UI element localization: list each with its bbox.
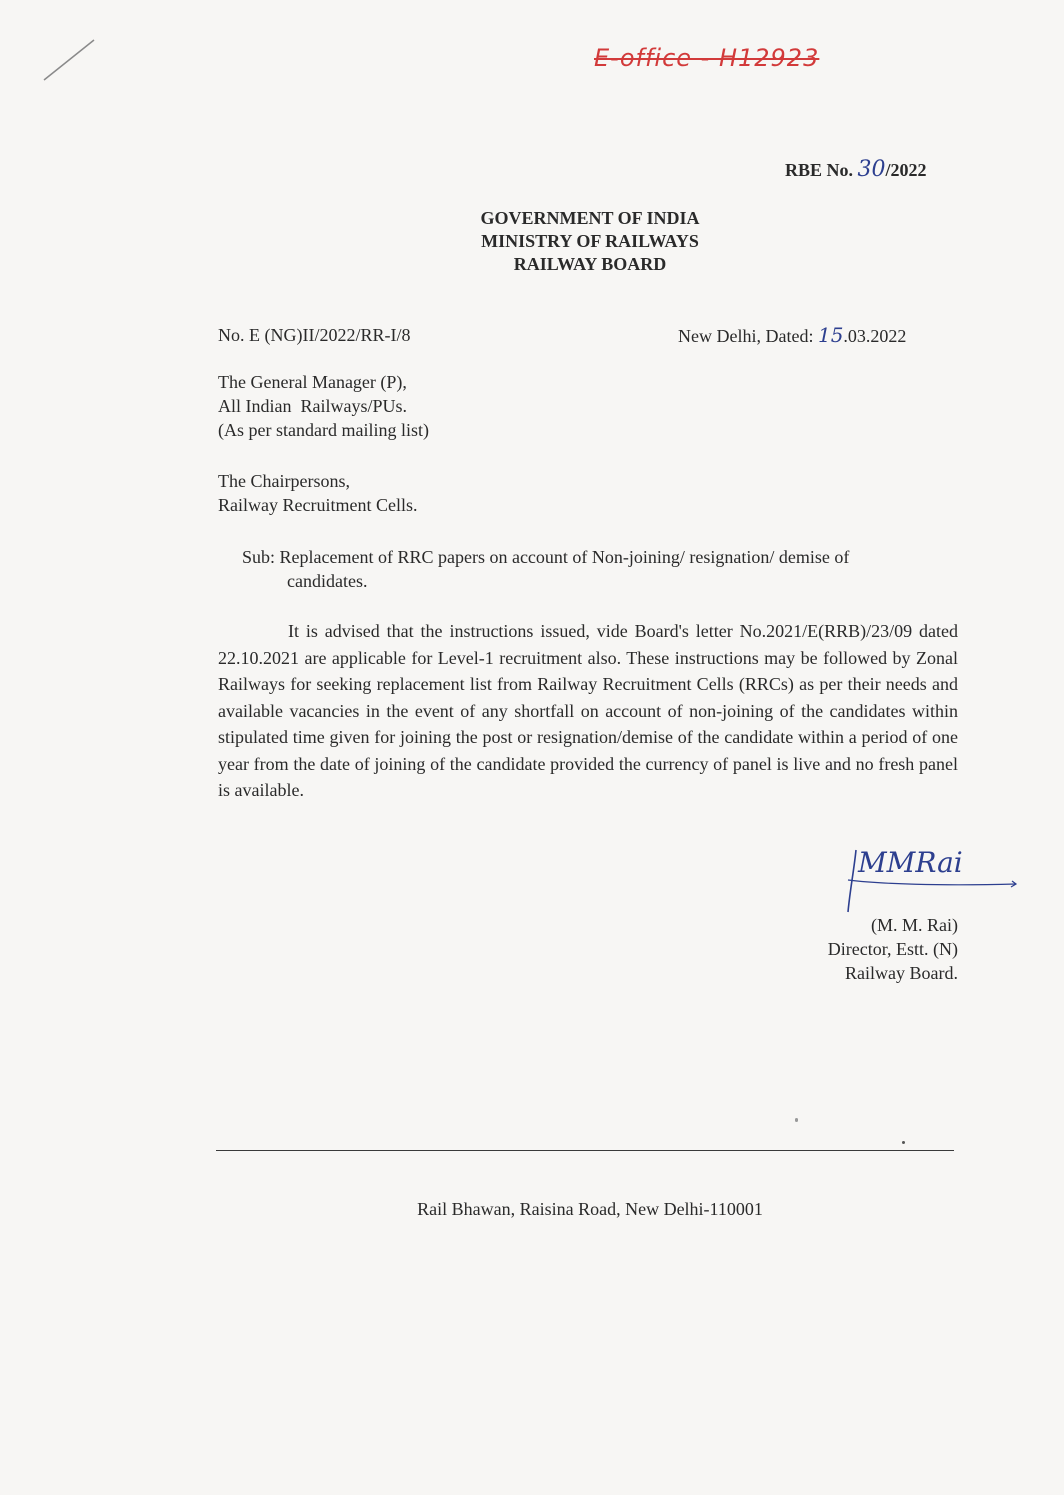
body-paragraph: It is advised that the instructions issued, vide Board's letter No.2021/E(RRB)/23/09 dated 22.10.2021 are applicable for Level-1 recruitment also. These instructions may be followed by Zonal Railways for seeking replacement list from Railway Recruitment Cells (RRCs) as per their needs and available vacancies in the event of any shortfall on account of non-joining of the candidates within stipulated time given for joining the post or resignation/demise of the candidate within a period of one year from the date of joining of the candidate provided the currency of panel is live and no fresh panel is available.	[218, 621, 958, 800]
organisation-heading	[395, 207, 785, 276]
signatory-block	[760, 913, 958, 985]
letter-reference-number: No. E (NG)II/2022/RR-I/8	[218, 325, 411, 345]
org-line-government: GOVERNMENT OF INDIA	[480, 208, 700, 228]
corner-pen-stroke	[36, 36, 96, 86]
paper-speck	[795, 1118, 798, 1122]
subject: Sub: Replacement of RRC papers on account of Non-joining/ resignation/ demise of candidates.	[242, 547, 850, 591]
paper-speck	[902, 1141, 905, 1144]
rbe-number: RBE No. 30/2022	[785, 157, 927, 182]
signatory-name: (M. M. Rai)	[871, 915, 958, 935]
footer-divider	[216, 1150, 954, 1151]
eoffice-stamp: E-office - H12923	[594, 44, 820, 72]
letter-date: New Delhi, Dated: 15.03.2022	[678, 323, 907, 347]
addressee-chairpersons: The Chairpersons, Railway Recruitment Cells.	[218, 471, 418, 515]
signature-text: MMRai	[858, 846, 963, 879]
signatory-office: Railway Board.	[845, 963, 958, 983]
signatory-designation: Director, Estt. (N)	[827, 939, 958, 959]
signature	[840, 840, 1020, 920]
org-line-ministry: MINISTRY OF RAILWAYS	[481, 231, 699, 251]
footer-address: Rail Bhawan, Raisina Road, New Delhi-110001	[417, 1199, 763, 1219]
addressee-general-manager: The General Manager (P), All Indian Railways/PUs. (As per standard mailing list)	[218, 372, 429, 440]
org-line-board: RAILWAY BOARD	[513, 254, 667, 274]
